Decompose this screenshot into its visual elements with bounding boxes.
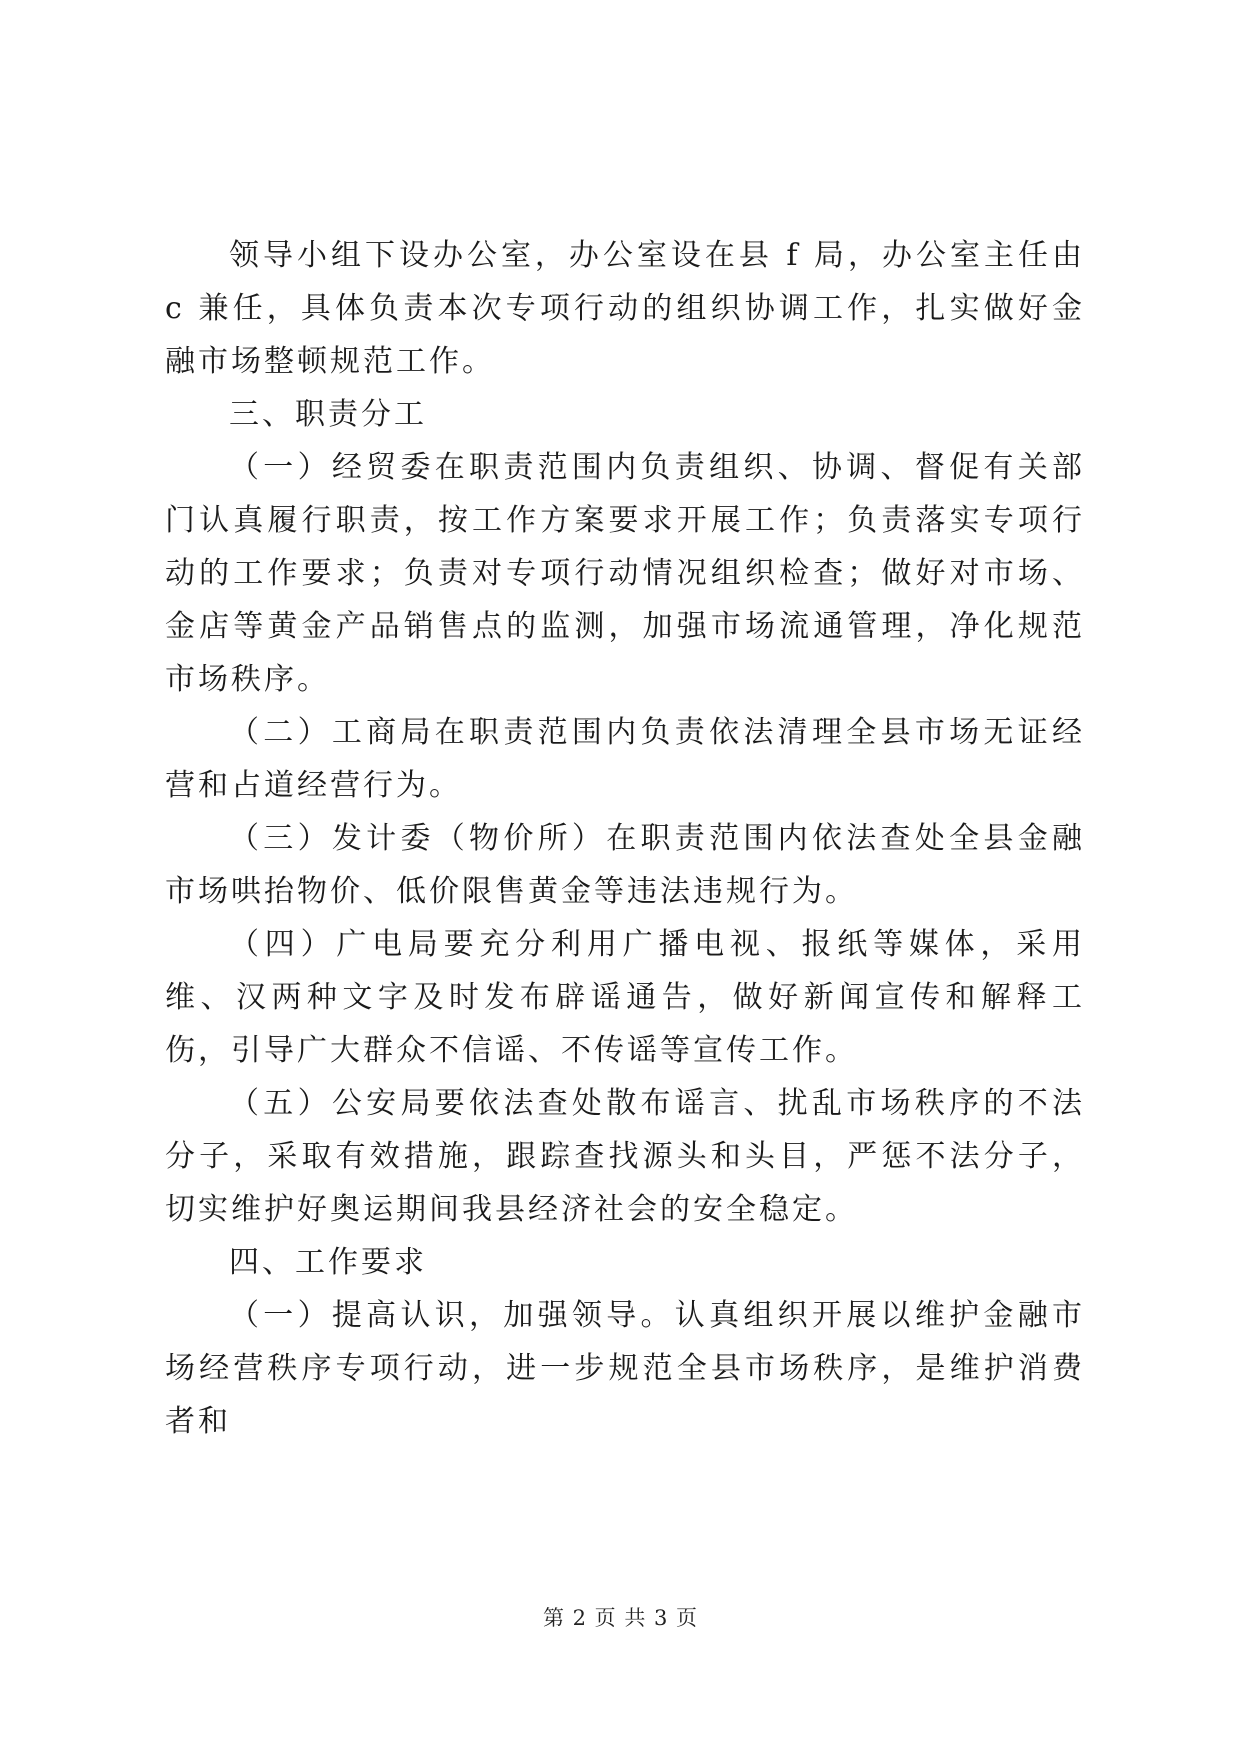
paragraph-duty-public-security: （五）公安局要依法查处散布谣言、扰乱市场秩序的不法分子，采取有效措施，跟踪查找源头和头目，严惩不法分子，切实维护好奥运期间我县经济社会的安全稳定。 <box>165 1086 1085 1227</box>
paragraph-office-setup: 领导小组下设办公室，办公室设在县 f 局，办公室主任由 c 兼任，具体负责本次专项行动的组织协调工作，扎实做好金融市场整顿规范工作。 <box>165 238 1085 379</box>
section-heading-duties: 三、职责分工 <box>229 397 427 432</box>
page-number-footer: 第 2 页 共 3 页 <box>542 1606 699 1630</box>
document-body <box>165 229 1085 1448</box>
paragraph-duty-economic-trade: （一）经贸委在职责范围内负责组织、协调、督促有关部门认真履行职责，按工作方案要求开展工作；负责落实专项行动的工作要求；负责对专项行动情况组织检查；做好对市场、金店等黄金产品销售点的监测，加强市场流通管理，净化规范市场秩序。 <box>165 450 1085 697</box>
paragraph-requirement-awareness: （一）提高认识，加强领导。认真组织开展以维护金融市场经营秩序专项行动，进一步规范全县市场秩序，是维护消费者和 <box>165 1298 1085 1439</box>
paragraph-duty-broadcasting: （四）广电局要充分利用广播电视、报纸等媒体，采用维、汉两种文字及时发布辟谣通告，做好新闻宣传和解释工伤，引导广大群众不信谣、不传谣等宣传工作。 <box>165 927 1085 1068</box>
paragraph-duty-industry-commerce: （二）工商局在职责范围内负责依法清理全县市场无证经营和占道经营行为。 <box>165 715 1085 803</box>
section-heading-requirements: 四、工作要求 <box>229 1245 427 1280</box>
paragraph-duty-development-planning: （三）发计委（物价所）在职责范围内依法查处全县金融市场哄抬物价、低价限售黄金等违法违规行为。 <box>165 821 1085 909</box>
